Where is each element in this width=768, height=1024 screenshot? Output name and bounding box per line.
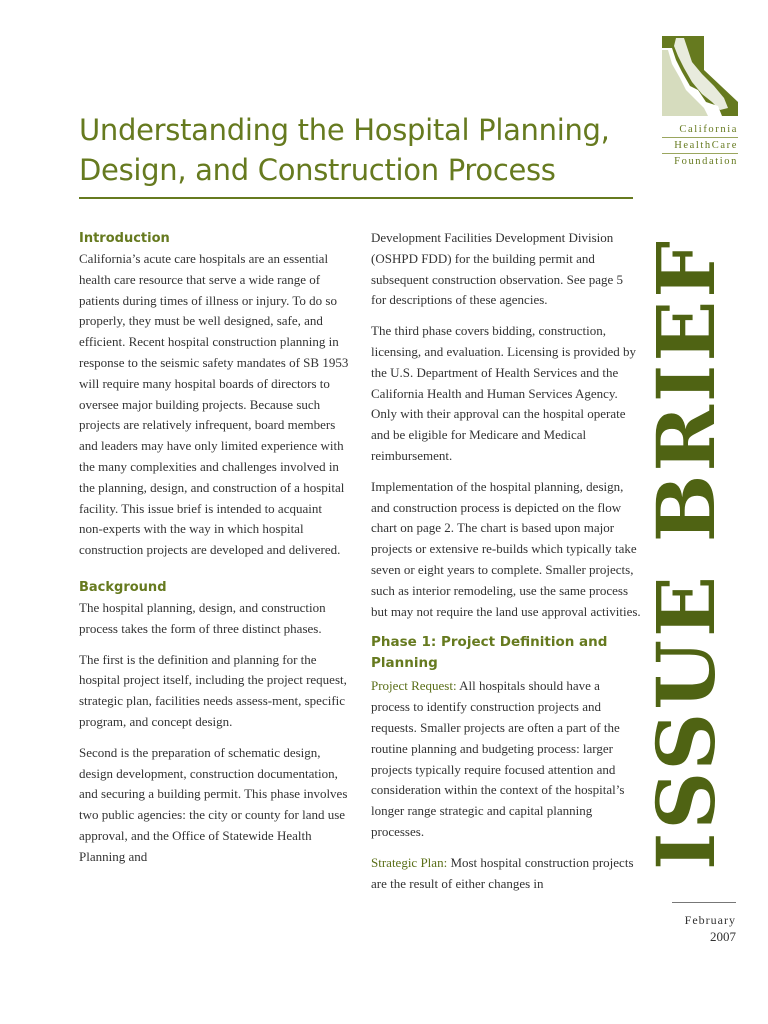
implementation-paragraph: Implementation of the hospital planning, design, and construction process is depicted on the flow chart on page 2. The chart is based upon major projects or extensive re-builds which typically take seven or eight years to complete. Smaller projects, such as interior remodeling, use the same process but may not require the land use approval activities. [371, 478, 641, 619]
left-column [79, 228, 349, 878]
foundation-wordmark [662, 122, 738, 169]
brand-line-3: Foundation [662, 153, 738, 169]
title-line-1: Understanding the Hospital Planning, [79, 113, 610, 147]
title-line-2: Design, and Construction Process [79, 153, 556, 187]
publication-month: February [684, 913, 736, 927]
project-request-text: All hospitals should have a process to identify construction projects and requests. Smaller projects are often a part of the routine planning and budgeting process: larger projects typically require focused attention and consideration within the context of the hospital’s longer range strategic and capital planning processes. [371, 678, 625, 839]
page-title [79, 110, 639, 190]
title-rule [79, 197, 633, 199]
project-request-term: Project Request: [371, 678, 457, 694]
agencies-paragraph: Development Facilities Development Division (OSHPD FDD) for the building permit and subsequent construction observation. See page 5 for descriptions of these agencies. [371, 230, 623, 308]
introduction-heading: Introduction [79, 231, 170, 246]
background-paragraph-1: The hospital planning, design, and construction process takes the form of three distinct phases. [79, 599, 326, 636]
background-paragraph-2: The first is the definition and planning for the hospital project itself, including the project request, strategic plan, facilities needs assess-ment, specific program, and concept design. [79, 651, 347, 729]
publication-year: 2007 [710, 929, 736, 944]
strategic-plan-text: Most hospital construction projects are the result of either changes in [371, 854, 634, 891]
brand-line-2: HealthCare [662, 137, 738, 153]
background-paragraph-3: Second is the preparation of schematic design, design development, construction documentation, and securing a building permit. This phase involves two public agencies: the city or county for land use approval, and the Office of Statewide Health Planning and [79, 744, 348, 864]
brand-line-1: California [679, 124, 738, 135]
project-request-paragraph [371, 676, 641, 842]
strategic-plan-paragraph [371, 853, 641, 895]
right-column [371, 228, 641, 904]
third-phase-paragraph: The third phase covers bidding, construction, licensing, and evaluation. Licensing is provided by the U.S. Department of Health Services and the California Health and Human Services Agency. Only with their approval can the hospital operate and be eligible for Medicare and Medical reimbursement. [371, 323, 636, 463]
introduction-paragraph: California’s acute care hospitals are an essential health care resource that serve a wide range of patients during times of illness or injury. To do so properly, they must be well designed, safe, and efficient. Recent hospital construction planning in response to the seismic safety mandates of SB 1953 will require many hospital boards of directors to oversee major building projects. Because such projects are relatively infrequent, board members and leaders may have only limited experience with the many complexities and challenges involved in the planning, design, and construction of a hospital facility. This issue brief is intended to acquaint non-experts with the way in which hospital construction projects are developed and delivered. [79, 251, 349, 558]
phase-1-heading: Phase 1: Project Definition and Planning [371, 634, 608, 672]
california-map-logo [662, 36, 738, 116]
date-rule [672, 902, 736, 903]
issue-brief-banner: ISSUE BRIEF [639, 237, 733, 870]
strategic-plan-term: Strategic Plan: [371, 854, 448, 870]
background-heading: Background [79, 579, 167, 595]
